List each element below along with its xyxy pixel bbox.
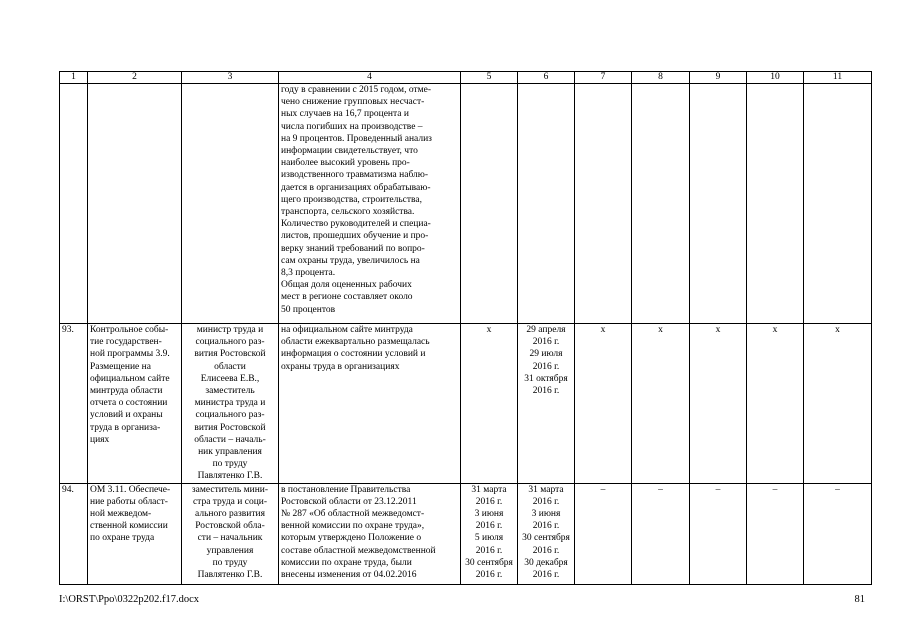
responsible-person-cell-line: Ростовской обла-	[195, 521, 265, 532]
responsible-person-cell-line: Павлятенко Г.В.	[197, 471, 263, 482]
col11-cell: –	[804, 483, 872, 584]
planned-date-cell-line: 2016 г.	[475, 570, 503, 581]
responsible-person-cell-line: вития Ростовской	[194, 349, 266, 360]
event-name-cell-line: минтруда области	[90, 386, 163, 397]
result-description-cell-line: области ежеквартально размещалась	[281, 337, 430, 348]
col10-cell: x	[747, 324, 804, 484]
responsible-person-cell-line: области	[214, 361, 246, 372]
event-name-cell-line: ние работы област-	[90, 496, 168, 507]
column-number-cell: 6	[518, 72, 575, 84]
responsible-person-cell-line: области – началь-	[194, 434, 266, 445]
planned-date-cell-line: 31 марта	[471, 484, 507, 495]
responsible-person-cell-line: ник управления	[198, 447, 262, 458]
event-name-cell-line: по охране труда	[90, 533, 155, 544]
column-number-cell: 11	[804, 72, 872, 84]
result-description-cell-line: дается в организациях обрабатываю-	[281, 182, 431, 193]
result-description-cell-line: которым утверждено Положение о	[281, 533, 422, 544]
col10-cell	[747, 84, 804, 324]
event-name-cell-line: официальном сайте	[90, 373, 170, 384]
planned-date-cell-line: 5 июля	[474, 533, 504, 544]
column-number-header-row	[60, 72, 872, 84]
responsible-person-cell-line: Павлятенко Г.В.	[197, 570, 263, 581]
actual-date-cell-line: 29 апреля	[526, 325, 566, 335]
responsible-person-cell	[182, 483, 279, 584]
event-name-cell-line: отчета о состоянии	[90, 398, 168, 409]
table-row	[60, 324, 872, 484]
report-table	[59, 71, 872, 585]
event-name-cell-line: Размещение на	[90, 361, 151, 372]
planned-date-cell	[461, 84, 518, 324]
result-description-cell-line: верку знаний требований по вопро-	[281, 243, 425, 254]
planned-date-cell-line: x	[486, 325, 492, 335]
responsible-person-cell-line: ального развития	[195, 509, 265, 520]
col8-cell	[632, 84, 690, 324]
result-description-cell-line: транспорта, сельского хозяйства.	[281, 207, 415, 218]
event-name-cell-line: Контрольное собы-	[90, 325, 169, 335]
responsible-person-cell-line: управления	[206, 545, 254, 556]
actual-date-cell-line: 31 марта	[528, 484, 564, 495]
result-description-cell-line: № 287 «Об областной межведомст-	[281, 509, 425, 520]
result-description-cell-line: информация о состоянии условий и	[281, 349, 426, 360]
event-name-cell	[88, 324, 182, 484]
result-description-cell-line: информации свидетельствует, что	[281, 146, 418, 157]
col9-cell: x	[690, 324, 747, 484]
event-name-cell-line: ственной комиссии	[90, 521, 168, 532]
result-description-cell-line: Ростовской области от 23.12.2011	[281, 496, 417, 507]
column-number-cell: 9	[690, 72, 747, 84]
result-description-cell	[279, 324, 461, 484]
actual-date-cell-line: 29 июля	[529, 349, 563, 360]
col7-cell: –	[575, 483, 632, 584]
responsible-person-cell-line: министра труда и	[194, 398, 266, 409]
responsible-person-cell-line: министр труда и	[196, 325, 264, 335]
responsible-person-cell-line: по труду	[212, 459, 248, 470]
actual-date-cell-line: 2016 г.	[532, 361, 560, 372]
event-name-cell-line: тие государствен-	[90, 337, 162, 348]
event-name-cell-line: циях	[90, 434, 110, 445]
column-number-cell: 7	[575, 72, 632, 84]
actual-date-cell-line: 2016 г.	[532, 337, 560, 348]
result-description-cell-line: на официальном сайте минтруда	[281, 325, 413, 335]
result-description-cell-line: щего производства, строительства,	[281, 194, 422, 205]
event-name-cell	[88, 84, 182, 324]
actual-date-cell-line: 2016 г.	[532, 521, 560, 532]
result-description-cell-line: году в сравнении с 2015 годом, отме-	[281, 85, 431, 95]
col9-cell	[690, 84, 747, 324]
result-description-cell	[279, 483, 461, 584]
result-description-cell-line: наиболее высокий уровень про-	[281, 158, 410, 169]
responsible-person-cell-line: заместитель мини-	[191, 484, 269, 495]
page-number: 81	[854, 594, 865, 605]
column-number-cell: 2	[88, 72, 182, 84]
actual-date-cell-line: 3 июня	[531, 509, 561, 520]
result-description-cell-line: ных случаев на 16,7 процента и	[281, 109, 409, 120]
actual-date-cell	[518, 324, 575, 484]
actual-date-cell-line: 2016 г.	[532, 545, 560, 556]
column-number-cell: 5	[461, 72, 518, 84]
result-description-cell-line: составе областной межведомственной	[281, 545, 436, 556]
actual-date-cell	[518, 483, 575, 584]
planned-date-cell-line: 2016 г.	[475, 545, 503, 556]
actual-date-cell-line: 31 октября	[524, 373, 568, 384]
event-name-cell	[88, 483, 182, 584]
responsible-person-cell	[182, 324, 279, 484]
responsible-person-cell-line: стра труда и соци-	[192, 496, 268, 507]
column-number-cell: 10	[747, 72, 804, 84]
responsible-person-cell-line: сти – начальник	[197, 533, 263, 544]
col7-cell: x	[575, 324, 632, 484]
planned-date-cell-line: 3 июня	[474, 509, 504, 520]
result-description-cell-line: листов, прошедших обучение и про-	[281, 231, 429, 242]
column-number-cell: 8	[632, 72, 690, 84]
result-description-cell-line: сам охраны труда, увеличилось на	[281, 255, 420, 266]
actual-date-cell-line: 30 сентября	[522, 533, 570, 544]
column-number-cell: 3	[182, 72, 279, 84]
event-name-cell-line: ной программы 3.9.	[90, 349, 170, 360]
result-description-cell-line: комиссии по охране труда, были	[281, 557, 412, 568]
result-description-cell-line: мест в регионе составляет около	[281, 292, 413, 303]
document-file-path: I:\ORST\Ppo\0322p202.f17.docx	[59, 594, 200, 605]
col7-cell	[575, 84, 632, 324]
actual-date-cell-line: 2016 г.	[532, 570, 560, 581]
planned-date-cell-line: 30 сентября	[465, 557, 513, 568]
actual-date-cell	[518, 84, 575, 324]
result-description-cell-line: Общая доля оцененных рабочих	[281, 280, 412, 291]
event-name-cell-line: ной межведом-	[90, 509, 152, 520]
responsible-person-cell-line: социального раз-	[195, 337, 265, 348]
row-number-cell: 94.	[60, 483, 88, 584]
planned-date-cell-line: 2016 г.	[475, 496, 503, 507]
event-name-cell-line: ОМ 3.11. Обеспече-	[90, 484, 171, 495]
actual-date-cell-line: 30 декабря	[524, 557, 568, 568]
result-description-cell-line: внесены изменения от 04.02.2016	[281, 570, 417, 581]
result-description-cell-line: 50 процентов	[281, 304, 336, 315]
responsible-person-cell-line: по труду	[212, 557, 248, 568]
col8-cell: x	[632, 324, 690, 484]
table-row	[60, 84, 872, 324]
result-description-cell-line: в постановление Правительства	[281, 484, 411, 495]
result-description-cell-line: числа погибших на производстве –	[281, 121, 423, 132]
column-number-cell: 1	[60, 72, 88, 84]
col11-cell	[804, 84, 872, 324]
row-number-cell: 93.	[60, 324, 88, 484]
actual-date-cell-line: 2016 г.	[532, 386, 560, 397]
row-number-cell	[60, 84, 88, 324]
actual-date-cell-line: 2016 г.	[532, 496, 560, 507]
responsible-person-cell-line: социального раз-	[195, 410, 265, 421]
result-description-cell-line: охраны труда в организациях	[281, 361, 400, 372]
col8-cell: –	[632, 483, 690, 584]
result-description-cell-line: чено снижение групповых несчаст-	[281, 97, 425, 108]
column-number-cell: 4	[279, 72, 461, 84]
event-name-cell-line: условий и охраны	[90, 410, 163, 421]
result-description-cell	[279, 84, 461, 324]
result-description-cell-line: Количество руководителей и специа-	[281, 219, 431, 230]
responsible-person-cell-line: Елисеева Е.В.,	[200, 373, 260, 384]
planned-date-cell-line: 2016 г.	[475, 521, 503, 532]
responsible-person-cell-line: заместитель	[205, 386, 255, 397]
table-row	[60, 483, 872, 584]
col9-cell: –	[690, 483, 747, 584]
result-description-cell-line: венной комиссии по охране труда»,	[281, 521, 425, 532]
result-description-cell-line: 8,3 процента.	[281, 268, 336, 279]
result-description-cell-line: на 9 процентов. Проведенный анализ	[281, 133, 432, 144]
planned-date-cell	[461, 324, 518, 484]
planned-date-cell	[461, 483, 518, 584]
responsible-person-cell	[182, 84, 279, 324]
col11-cell: x	[804, 324, 872, 484]
result-description-cell-line: изводственного травматизма наблю-	[281, 170, 429, 181]
col10-cell: –	[747, 483, 804, 584]
responsible-person-cell-line: вития Ростовской	[194, 422, 266, 433]
event-name-cell-line: труда в организа-	[90, 422, 161, 433]
